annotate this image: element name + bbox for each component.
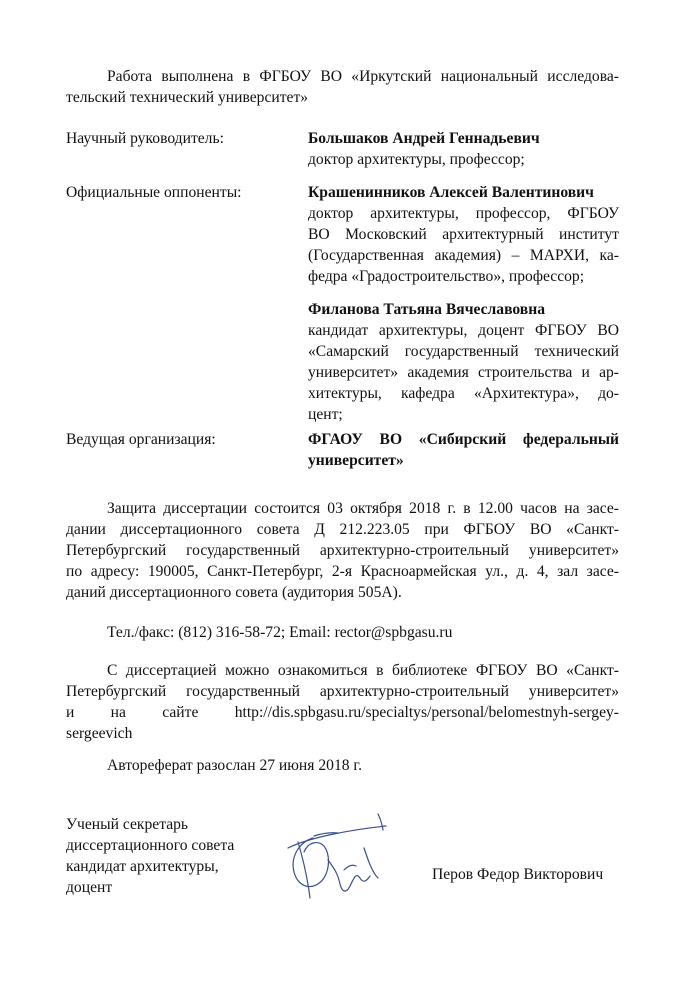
opponent-1-line: ВО Московский архитектурный институт: [308, 226, 619, 243]
supervisor-label: Научный руководитель:: [66, 130, 224, 147]
opponent-2-line: цент;: [308, 406, 343, 423]
supervisor-title: доктор архитектуры, профессор;: [308, 151, 525, 168]
secretary-title-line: Ученый секретарь: [66, 816, 189, 833]
sent-date-line: Автореферат разослан 27 июня 2018 г.: [107, 757, 362, 774]
secretary-title-line: диссертационного совета: [66, 837, 235, 854]
opponent-2-line: университет» академия строительства и ар-: [308, 364, 619, 381]
opponents-label: Официальные оппоненты:: [66, 184, 242, 201]
defense-line: Петербургский государственный архитектурно-строительный университет»: [66, 542, 619, 559]
library-line: Петербургский государственный архитектурно-строительный университет»: [66, 683, 619, 700]
defense-line: дании диссертационного совета Д 212.223.05 при ФГБОУ ВО «Санкт-: [66, 521, 619, 538]
lead-org-name-line-2: университет»: [308, 452, 404, 469]
intro-line-2: тельский технический университет»: [66, 89, 309, 106]
contacts-line: Тел./факс: (812) 316-58-72; Email: rector@spbgasu.ru: [107, 624, 453, 641]
lead-org-label: Ведущая организация:: [66, 431, 216, 448]
secretary-title-line: кандидат архитектуры,: [66, 858, 219, 875]
defense-line: Защита диссертации состоится 03 октября 2018 г. в 12.00 часов на засе-: [107, 500, 619, 517]
library-line: sergeevich: [66, 725, 133, 742]
defense-line: даний диссертационного совета (аудитория 505А).: [66, 584, 402, 601]
opponent-1-name: Крашенинников Алексей Валентинович: [308, 184, 594, 201]
opponent-1-line: доктор архитектуры, профессор, ФГБОУ: [308, 205, 619, 222]
opponent-2-line: «Самарский государственный технический: [308, 343, 619, 360]
opponent-2-name: Филанова Татьяна Вячеславовна: [308, 301, 545, 318]
opponent-2-line: хитектуры, кафедра «Архитектура», до-: [308, 385, 619, 402]
secretary-name: Перов Федор Викторович: [432, 866, 604, 883]
opponent-1-line: (Государственная академия) – МАРХИ, ка-: [308, 247, 619, 264]
lead-org-name-line-1: ФГАОУ ВО «Сибирский федеральный: [308, 431, 619, 448]
supervisor-name: Большаков Андрей Геннадьевич: [308, 130, 540, 147]
secretary-title-line: доцент: [66, 879, 113, 896]
opponent-2-line: кандидат архитектуры, доцент ФГБОУ ВО: [308, 322, 619, 339]
intro-line-1: Работа выполнена в ФГБОУ ВО «Иркутский национальный исследова-: [107, 68, 619, 85]
defense-line: по адресу: 190005, Санкт-Петербург, 2-я Красноармейская ул., д. 4, зал засе-: [66, 563, 619, 580]
handwritten-signature: [268, 808, 408, 908]
opponent-1-line: федра «Градостроительство», профессор;: [308, 268, 585, 285]
library-line: и на сайте http://dis.spbgasu.ru/specialtys/personal/belomestnyh-sergey-: [66, 704, 619, 721]
library-line: С диссертацией можно ознакомиться в библиотеке ФГБОУ ВО «Санкт-: [107, 662, 619, 679]
